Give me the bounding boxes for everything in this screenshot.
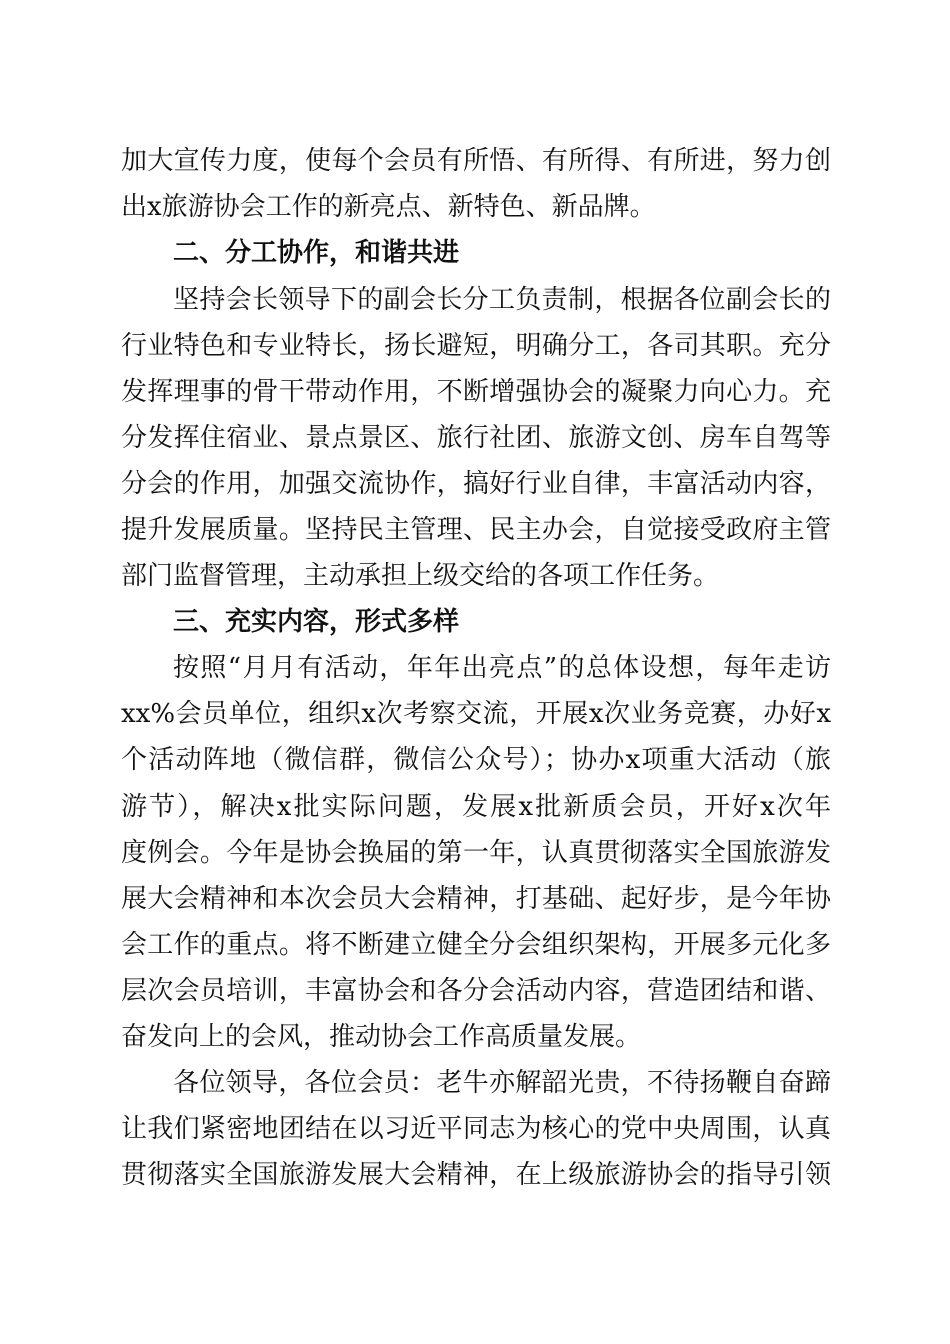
paragraph-line: 让我们紧密地团结在以习近平同志为核心的党中央周围，认真 — [121, 1114, 831, 1144]
paragraph-line: 分会的作用，加强交流协作，搞好行业自律，丰富活动内容， — [121, 469, 831, 499]
paragraph-line: 提升发展质量。坚持民主管理、民主办会，自觉接受政府主管 — [121, 515, 831, 545]
section-heading: 三、充实内容，形式多样 — [173, 607, 460, 637]
paragraph-line: 部门监督管理，主动承担上级交给的各项工作任务。 — [121, 561, 720, 591]
paragraph-line: 会工作的重点。将不断建立健全分会组织架构，开展多元化多 — [121, 930, 831, 960]
paragraph-line: 贯彻落实全国旅游发展大会精神，在上级旅游协会的指导引领 — [121, 1160, 831, 1190]
paragraph-line: 层次会员培训，丰富协会和各分会活动内容，营造团结和谐、 — [121, 976, 831, 1006]
paragraph-line: 发挥理事的骨干带动作用，不断增强协会的凝聚力向心力。充 — [121, 377, 831, 407]
paragraph-line: 坚持会长领导下的副会长分工负责制，根据各位副会长的 — [173, 285, 831, 315]
paragraph-line: 度例会。今年是协会换届的第一年，认真贯彻落实全国旅游发 — [121, 838, 831, 868]
paragraph-line: xx%会员单位，组织x次考察交流，开展x次业务竞赛，办好x — [121, 699, 831, 729]
paragraph-line: 分发挥住宿业、景点景区、旅行社团、旅游文创、房车自驾等 — [121, 423, 831, 453]
paragraph-line: 个活动阵地（微信群，微信公众号）；协办x项重大活动（旅 — [121, 745, 831, 775]
paragraph-line: 各位领导，各位会员：老牛亦解韶光贵，不待扬鞭自奋蹄 — [173, 1068, 831, 1098]
paragraph-line: 出x旅游协会工作的新亮点、新特色、新品牌。 — [121, 192, 656, 222]
paragraph-line: 行业特色和专业特长，扬长避短，明确分工，各司其职。充分 — [121, 331, 831, 361]
paragraph-line: 按照“月月有活动，年年出亮点”的总体设想，每年走访 — [173, 653, 831, 683]
paragraph-line: 奋发向上的会风，推动协会工作高质量发展。 — [121, 1022, 642, 1052]
section-heading: 二、分工协作，和谐共进 — [173, 238, 460, 268]
paragraph-line: 游节），解决x批实际问题，发展x批新质会员，开好x次年 — [121, 792, 831, 822]
paragraph-line: 展大会精神和本次会员大会精神，打基础、起好步，是今年协 — [121, 884, 831, 914]
paragraph-line: 加大宣传力度，使每个会员有所悟、有所得、有所进，努力创 — [121, 146, 831, 176]
